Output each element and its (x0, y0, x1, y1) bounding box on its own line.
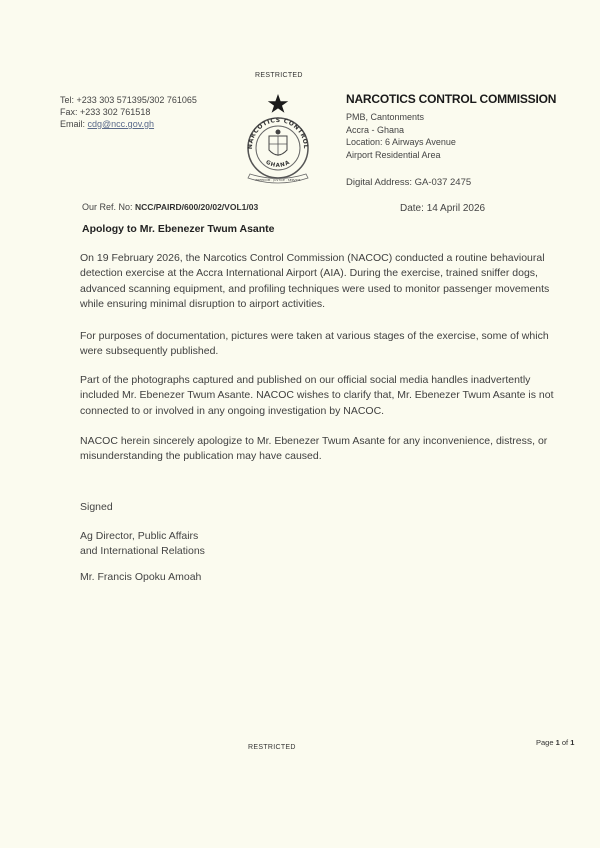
emblem-country-text: GHANA (264, 159, 292, 169)
address-line: PMB, Cantonments (346, 112, 425, 122)
signatory-title (80, 529, 205, 559)
signatory-title-line: Ag Director, Public Affairs (80, 530, 199, 542)
address-line: Airport Residential Area (346, 149, 441, 160)
reference-line (82, 202, 258, 212)
body-paragraph: NACOC herein sincerely apologize to Mr. Ebenezer Twum Asante for any inconvenience, distress, or misunderstanding the publication may have caused. (80, 435, 548, 463)
page-total: 1 (570, 738, 575, 747)
signatory-name: Mr. Francis Opoku Amoah (80, 571, 202, 583)
page-label: Page (536, 738, 554, 747)
address-line: Location: 6 Airways Avenue (346, 137, 456, 147)
body-paragraph: On 19 February 2026, the Narcotics Control Commission (NACOC) conducted a routine behavioural detection exercise at the Accra International Airport (AIA). During the exercise, trained sniffer dogs, advanced scanning equipment, and profiling techniques were used to monitor passenger movements while ensuring minimal disruption to airport activities. (80, 252, 550, 310)
emblem-star (268, 94, 288, 113)
organization-address (346, 111, 456, 161)
letter-subject: Apology to Mr. Ebenezer Twum Asante (82, 223, 275, 235)
page-of: of (561, 738, 569, 747)
email-link[interactable]: cdg@ncc.gov.gh (87, 119, 155, 129)
emblem-motto: FREEDOM · JUSTICE · SERVICE (255, 178, 301, 182)
address-line: Accra - Ghana (346, 124, 405, 135)
tel-line: Tel: +233 303 571395/302 761065 (60, 95, 197, 105)
signed-label: Signed (80, 501, 113, 513)
commission-emblem (238, 92, 318, 188)
classification-bottom: RESTRICTED (248, 744, 296, 751)
fax-line: Fax: +233 302 761518 (60, 107, 151, 117)
date-value: 14 April 2026 (426, 203, 486, 214)
email-line (60, 118, 197, 130)
page-current: 1 (555, 738, 560, 747)
signatory-title-line: and International Relations (80, 545, 205, 557)
page-number (536, 738, 574, 747)
date-label: Date: (400, 203, 424, 214)
emblem-ring-text: NARCOTICS CONTROL (246, 116, 310, 150)
email-label: Email: (60, 119, 86, 129)
digital-address: Digital Address: GA-037 2475 (346, 177, 472, 188)
contact-block (60, 94, 197, 130)
body-paragraph: For purposes of documentation, pictures were taken at various stages of the exercise, some of which were subsequently published. (80, 330, 549, 358)
emblem-seal-icon (238, 92, 318, 188)
reference-label: Our Ref. No: (82, 202, 133, 212)
date-line (400, 203, 485, 214)
reference-number: NCC/PAIRD/600/20/02/VOL1/03 (135, 202, 259, 212)
classification-top: RESTRICTED (255, 72, 303, 79)
organization-name: NARCOTICS CONTROL COMMISSION (346, 92, 557, 106)
body-paragraph: Part of the photographs captured and published on our official social media handles inadvertently included Mr. Ebenezer Twum Asante. NACOC wishes to clarify that, Mr. Ebenezer Twum Asante is not connected to or involved in any ongoing investigation by NACOC. (80, 374, 554, 417)
